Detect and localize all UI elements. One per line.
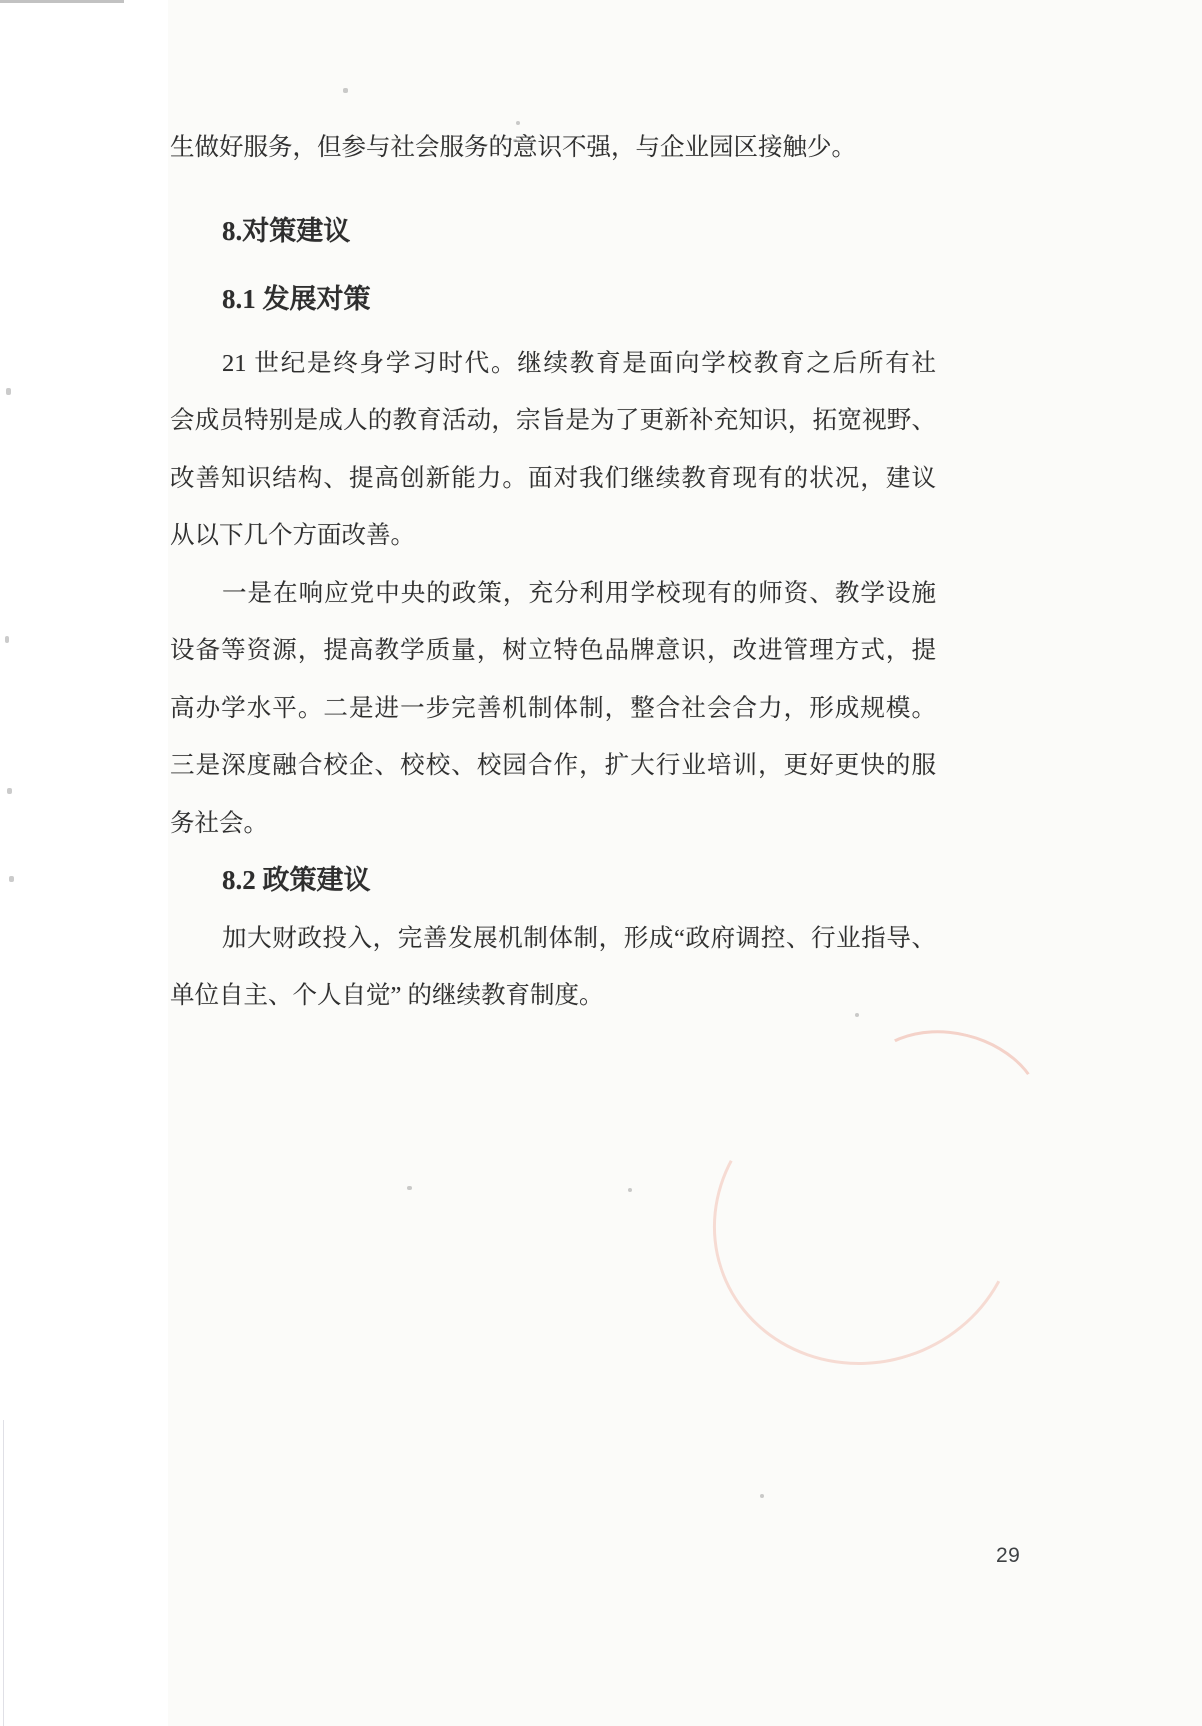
text-line: 生做好服务，但参与社会服务的意识不强，与企业园区接触少。 xyxy=(170,134,856,161)
section-heading: 8.1 发展对策 xyxy=(222,284,371,314)
section-heading: 8.对策建议 xyxy=(222,215,351,246)
text-line: 设备等资源，提高教学质量，树立特色品牌意识，改进管理方式，提 xyxy=(170,637,936,664)
scan-speck xyxy=(628,1188,632,1192)
scan-speck xyxy=(7,788,12,794)
scan-speck xyxy=(343,88,348,93)
scanner-edge-strip xyxy=(0,0,168,1726)
scan-speck xyxy=(760,1494,764,1498)
text-line: 21 世纪是终身学习时代。继续教育是面向学校教育之后所有社 xyxy=(222,349,936,377)
text-line: 单位自主、个人自觉” 的继续教育制度。 xyxy=(170,982,604,1009)
text-line: 从以下几个方面改善。 xyxy=(170,522,415,549)
scan-artifact-vline xyxy=(3,1420,4,1726)
scan-speck xyxy=(6,388,11,395)
section-heading: 8.2 政策建议 xyxy=(222,865,371,895)
stamp-arc-artifact xyxy=(675,1038,1054,1405)
text-line: 会成员特别是成人的教育活动，宗旨是为了更新补充知识，拓宽视野、 xyxy=(170,407,936,434)
page-number: 29 xyxy=(996,1544,1021,1567)
scan-speck xyxy=(9,876,14,882)
text-line: 三是深度融合校企、校校、校园合作，扩大行业培训，更好更快的服 xyxy=(170,752,936,779)
stamp-arc-artifact xyxy=(844,1012,1057,1189)
text-line: 务社会。 xyxy=(170,809,268,837)
text-line: 一是在响应党中央的政策，充分利用学校现有的师资、教学设施 xyxy=(222,579,936,607)
text-line: 改善知识结构、提高创新能力。面对我们继续教育现有的状况，建议 xyxy=(170,464,936,492)
text-column xyxy=(170,119,936,1025)
scan-artifact-topline xyxy=(0,0,124,3)
text-line: 加大财政投入，完善发展机制体制，形成“政府调控、行业指导、 xyxy=(222,924,936,952)
scan-speck xyxy=(407,1186,412,1190)
text-line: 高办学水平。二是进一步完善机制体制，整合社会合力，形成规模。 xyxy=(170,694,936,722)
scan-speck xyxy=(5,636,9,643)
